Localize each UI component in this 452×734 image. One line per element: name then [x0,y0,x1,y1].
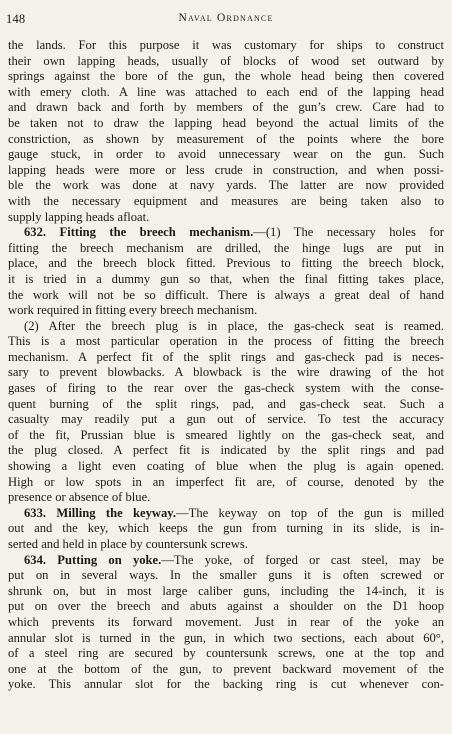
text-line: of the fit, Prussian blue is smeared lightly on the gas-check seat, and [8,427,444,442]
section-633 [8,506,444,553]
section-634 [8,553,444,693]
text-line: with emery cloth. A line was attached to each end of the lapping head [8,84,444,99]
text-line: out and the key, which keeps the gun from turning in its slide, is in- [8,521,444,536]
text-line: of a steel ring are secured by countersunk screws, one at the top and [8,646,444,661]
page-number: 148 [6,12,26,26]
text-line: their own lapping heads, usually of blocks of wood set outward by [8,53,444,68]
text-line: quent burning of the split rings, pad, and gas-check seat. Such a [8,396,444,411]
text-line: springs against the bore of the gun, the whole head being then covered [8,69,444,84]
section-632 [8,225,444,506]
section-title: Fitting the breech mechanism. [59,225,254,240]
text-line: constriction, as shown by measurement of the points where the bore [8,131,444,146]
section-text: —(1) The necessary holes for [253,225,444,240]
text-line: showing a light even coating of blue when the plug is again opened. [8,459,444,474]
section-heading-line [8,225,444,241]
text-line: supply lapping heads afloat. [8,209,150,224]
text-line: ble the work was done at navy yards. The latter are now provided [8,178,444,193]
text-line: place, and the breech block fitted. Previous to fitting the breech block, [8,256,444,271]
text-line: This is a most particular operation in the process of fitting the breech [8,334,444,349]
text-line: be taken not to draw the lapping head beyond the actual limits of the [8,115,444,130]
section-heading-line [8,553,444,569]
text-line: High or low spots in an imperfect fit are, of course, denoted by the [8,474,444,489]
section-text: —The keyway on top of the gun is milled [176,505,444,520]
section-number: 633. [24,505,47,520]
text-line: gauge stuck, in order to avoid unnecessary wear on the gun. Such [8,147,444,162]
section-heading-line [8,506,444,522]
text-line: and drawn back and forth by members of the gun’s crew. Care had to [8,100,444,115]
text-line: the lands. For this purpose it was customary for ships to construct [8,38,444,52]
text-line: sary to prevent blowbacks. A blowback is the wire drawing of the hot [8,365,444,380]
section-number: 634. [24,552,47,567]
section-number: 632. [24,225,47,240]
page-header [0,12,452,30]
text-line: lapping heads were more or less crude in construction, and when possi- [8,162,444,177]
text-line: annular slot is turned in the gun, in which two sections, each about 60°, [8,630,444,645]
text-line: with the necessary equipment and measures are being taken also to [8,193,444,208]
text-line: gases of firing to the rear over the gas-check system with the conse- [8,381,444,396]
section-text: —The yoke, of forged or cast steel, may be [161,552,444,567]
text-line: one at the bottom of the gun, to prevent backward movement of the [8,661,444,676]
page-body [8,38,444,693]
text-line: presence or absence of blue. [8,490,151,505]
text-line: casualty may readily put a gun out of service. To test the accuracy [8,412,444,427]
text-line: the work will not be so difficult. There is always a great deal of hand [8,287,444,302]
section-title: Putting on yoke. [57,552,162,567]
running-title: Naval Ordnance [178,12,274,24]
text-line: which prevents its forward movement. Just in rear of the yoke an [8,614,444,629]
text-line: yoke. This annular slot for the backing ring is cut whenever con- [8,677,444,692]
text-line: work required in fitting every breech mechanism. [8,303,258,318]
text-line: fitting the breech mechanism are drilled, the hinge lugs are put in [8,240,444,255]
text-line: mechanism. A perfect fit of the split rings and gas-check pad is neces- [8,349,444,364]
text-line: shrunk on, but in most large caliber guns, including the 14-inch, it is [8,583,444,598]
text-line: put on over the breech and abuts against a shoulder on the D1 hoop [8,599,444,614]
text-line: the plug closed. A perfect fit is indicated by the split rings and pad [8,443,444,458]
section-title: Milling the keyway. [56,505,177,520]
paragraph-lapping-heads [8,38,444,225]
text-line: serted and held in place by countersunk screws. [8,537,248,551]
text-line: (2) After the breech plug is in place, the gas-check seat is reamed. [24,318,444,333]
text-line: put on in several ways. In the smaller guns it is often screwed or [8,568,444,583]
text-line: it is tried in a dummy gun so that, when the final fitting takes place, [8,271,444,286]
